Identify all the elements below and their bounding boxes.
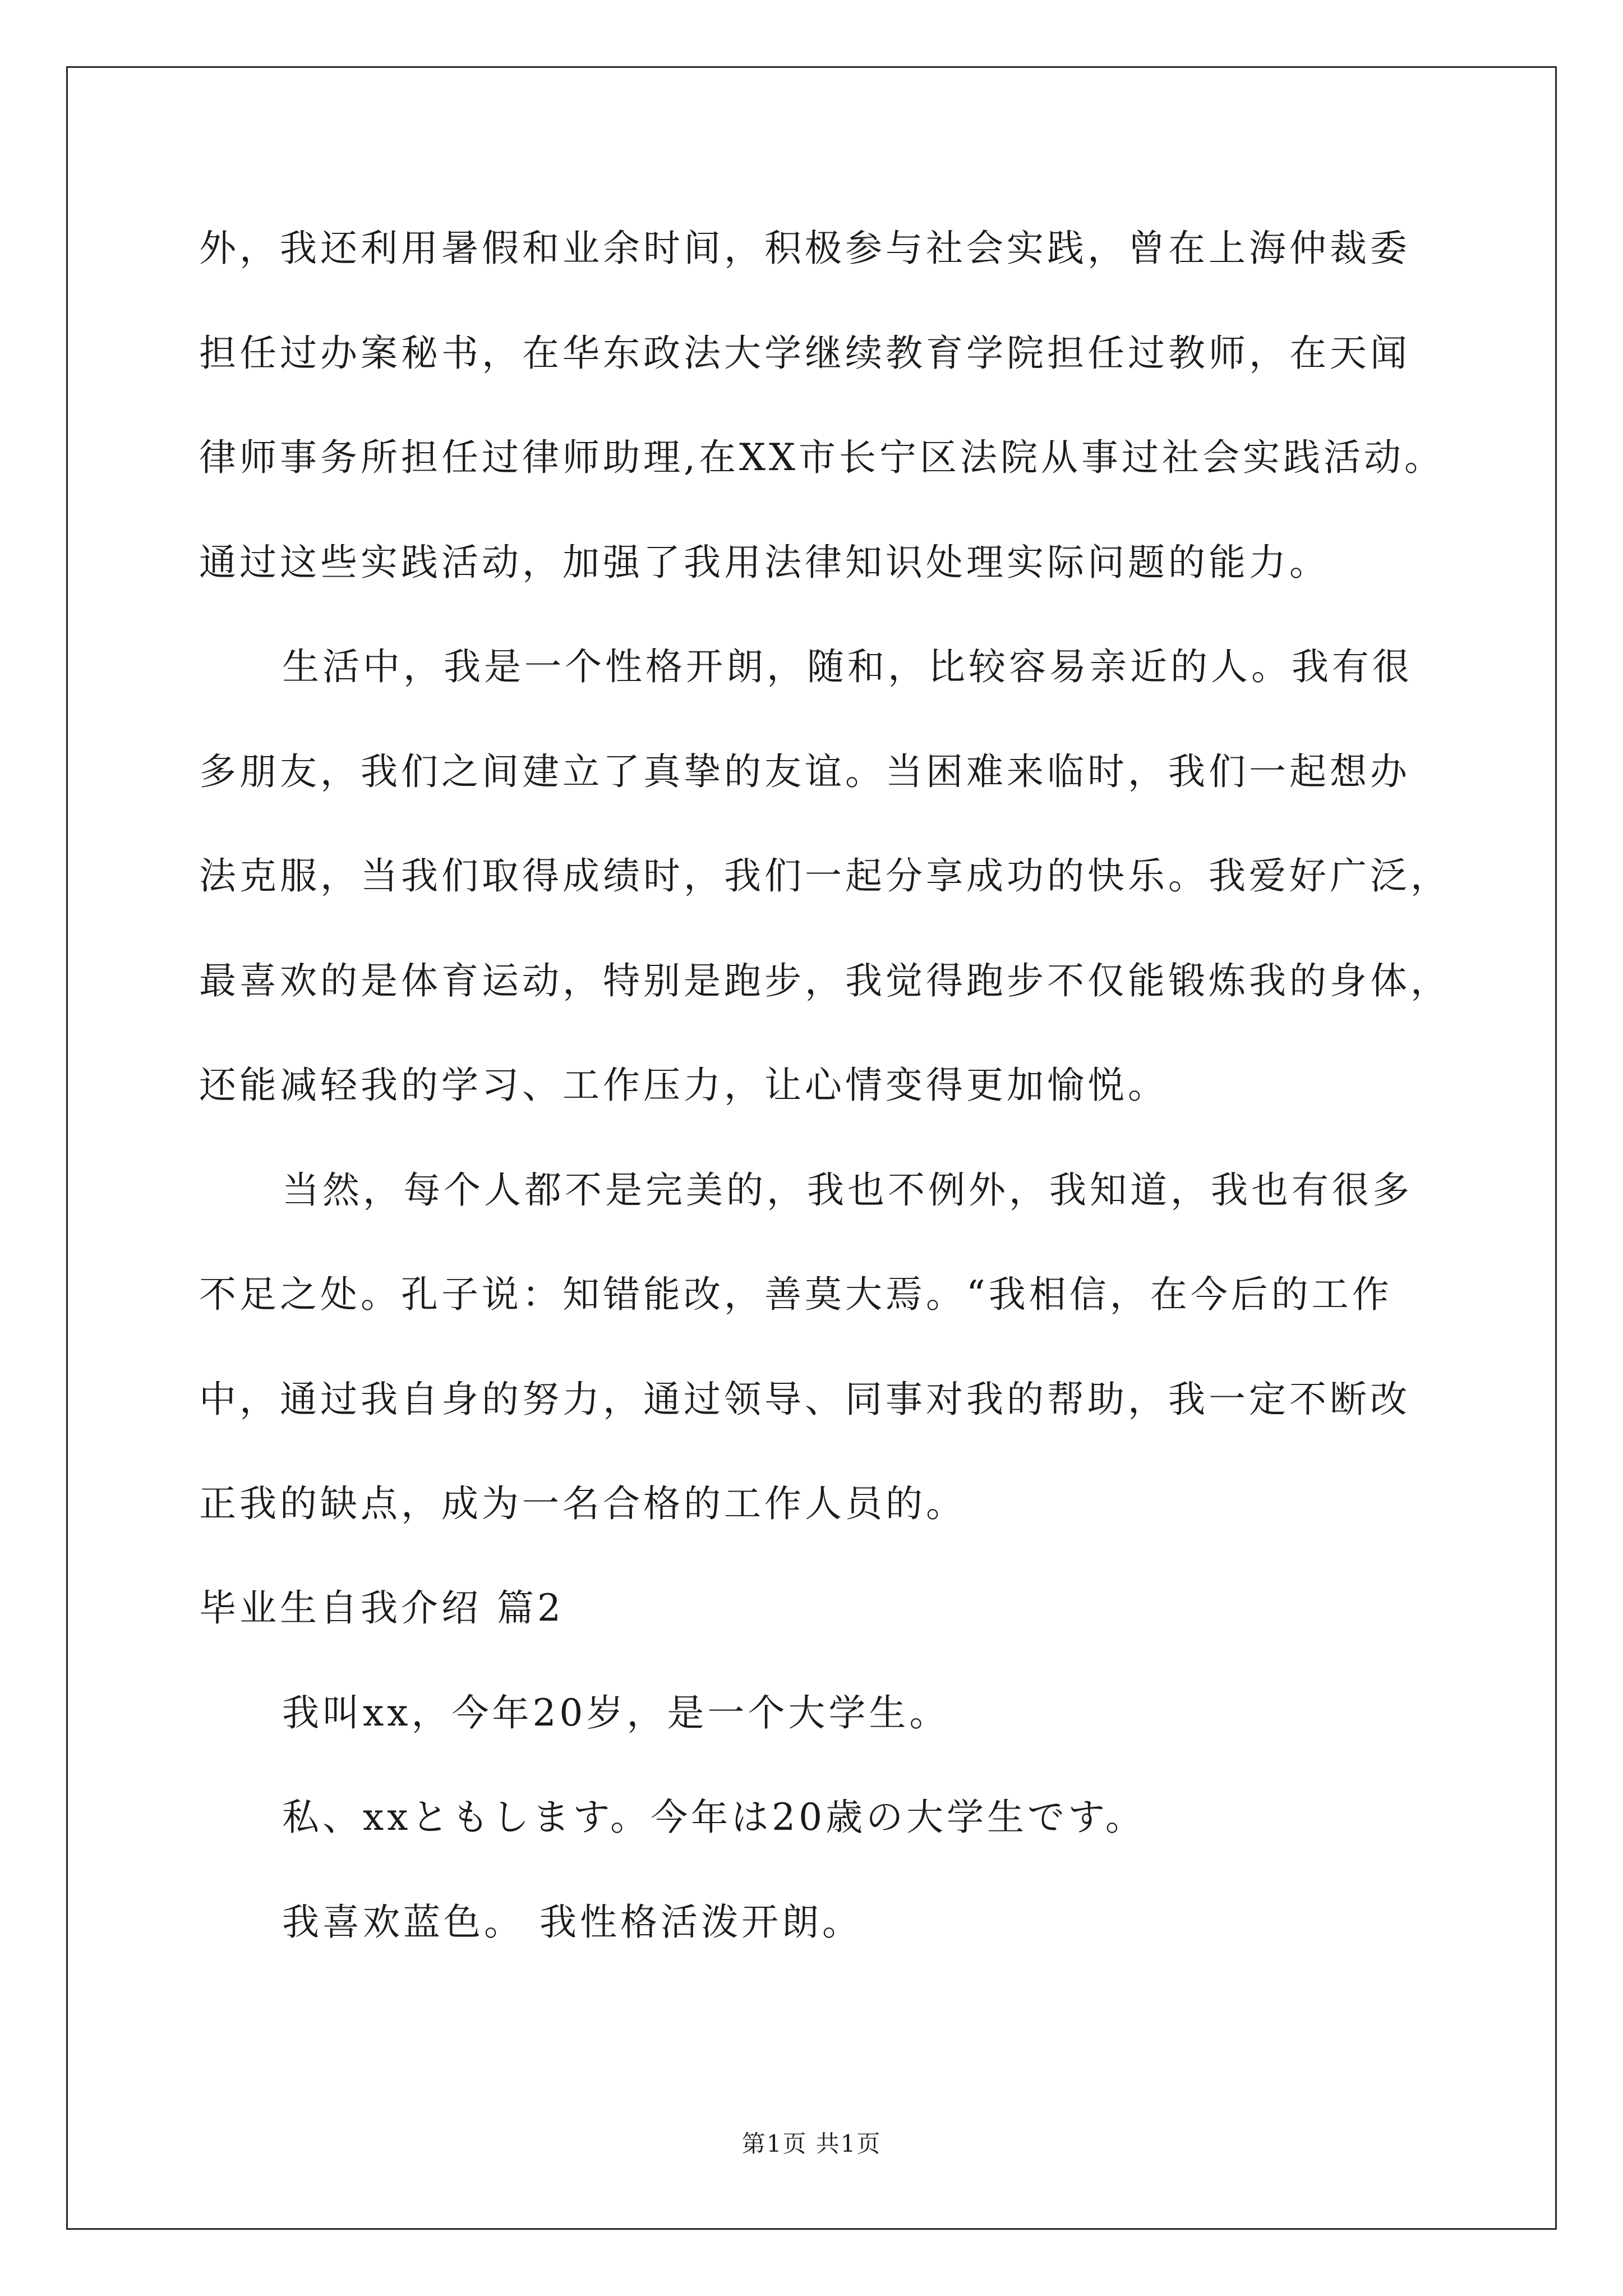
text-line: 不足之处。孔子说：知错能改，善莫大焉。“我相信，在今后的工作 [199,1273,1393,1316]
text-line: 通过这些实践活动，加强了我用法律知识处理实际问题的能力。 [199,541,1330,584]
section-heading: 毕业生自我介绍 篇2 [199,1586,564,1630]
text-line: 外，我还利用暑假和业余时间，积极参与社会实践，曾在上海仲裁委 [199,227,1410,270]
page-number-footer: 第1页 共1页 [741,2130,882,2157]
paragraph-start: 私、xxともします。今年は20歳の大学生です。 [282,1796,1146,1839]
paragraph-start: 我喜欢蓝色。 我性格活泼开朗。 [282,1901,863,1944]
text-line: 中，通过我自身的努力，通过领导、同事对我的帮助，我一定不断改 [199,1378,1410,1421]
text-line: 最喜欢的是体育运动，特别是跑步，我觉得跑步不仅能锻炼我的身体， [199,959,1451,1002]
text-line: 法克服，当我们取得成绩时，我们一起分享成功的快乐。我爱好广泛， [199,854,1451,898]
text-line: 担任过办案秘书，在华东政法大学继续教育学院担任过教师，在天闻 [199,332,1410,375]
text-line: 还能减轻我的学习、工作压力，让心情变得更加愉悦。 [199,1064,1168,1107]
paragraph-start: 生活中，我是一个性格开朗，随和，比较容易亲近的人。我有很 [282,645,1413,688]
text-line: 多朋友，我们之间建立了真挚的友谊。当困难来临时，我们一起想办 [199,750,1410,793]
text-line: 正我的缺点，成为一名合格的工作人员的。 [199,1482,966,1525]
text-line: 律师事务所担任过律师助理,在XX市长宁区法院从事过社会实践活动。 [199,436,1445,479]
paragraph-start: 当然，每个人都不是完美的，我也不例外，我知道，我也有很多 [282,1168,1413,1212]
paragraph-start: 我叫xx，今年20岁，是一个大学生。 [282,1691,950,1734]
